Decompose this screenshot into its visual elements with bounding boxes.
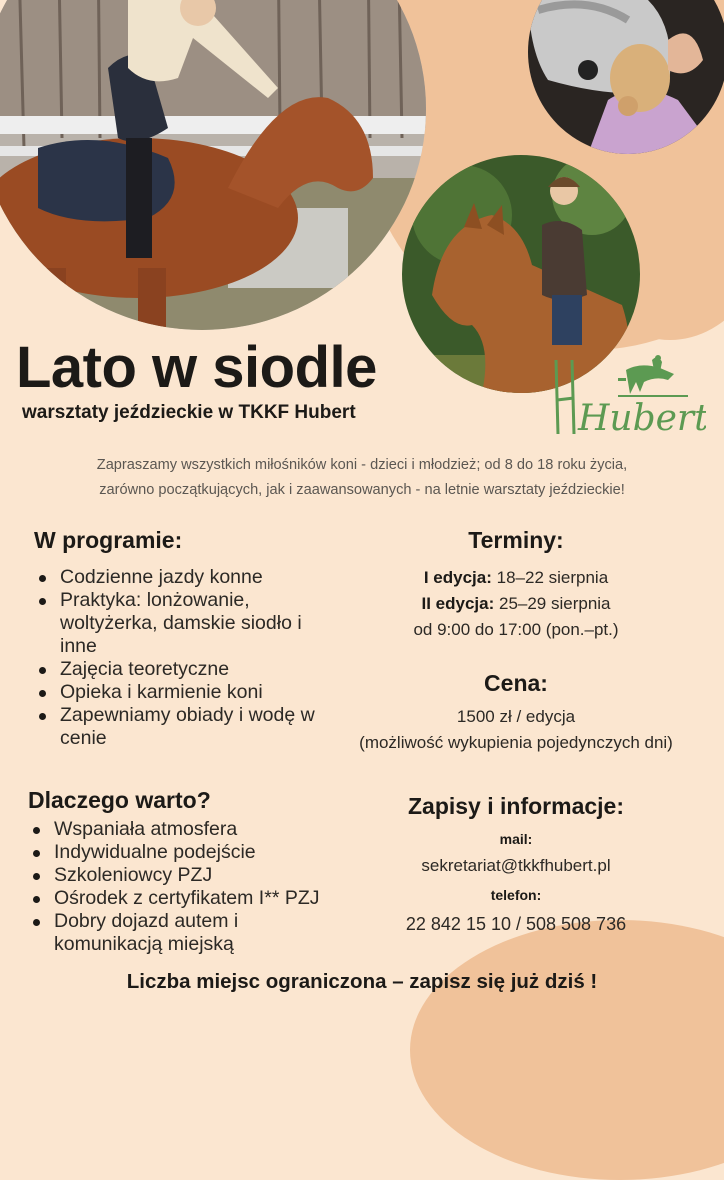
price-note: (możliwość wykupienia pojedynczych dni) — [359, 733, 673, 752]
footer-call-to-action: Liczba miejsc ograniczona – zapisz się już dziś ! — [126, 970, 598, 993]
price-block — [316, 704, 716, 756]
mail-link[interactable]: sekretariat@tkkfhubert.pl — [421, 856, 611, 875]
why-title: Dlaczego warto? — [28, 787, 211, 813]
mail-label: mail: — [499, 831, 533, 847]
list-item: Wspaniała atmosfera — [30, 818, 330, 841]
price-amount: 1500 zł / edycja — [456, 707, 576, 726]
phone-label: telefon: — [490, 887, 542, 903]
list-item: Codzienne jazdy konne — [36, 566, 316, 589]
price-title: Cena: — [484, 670, 548, 696]
page-title: Lato w siodle — [16, 335, 377, 400]
list-item: Indywidualne podejście — [30, 841, 330, 864]
list-item: Szkoleniowcy PZJ — [30, 864, 330, 887]
page-subtitle: warsztaty jeździeckie w TKKF Hubert — [22, 402, 356, 423]
photo-rider-on-horse — [0, 0, 426, 330]
intro-line-1: Zapraszamy wszystkich miłośników koni - dzieci i młodzież; od 8 do 18 roku życia, — [96, 457, 628, 473]
terms-block — [330, 565, 702, 643]
edition-2-label: II edycja: — [421, 594, 495, 613]
phone-link[interactable]: 22 842 15 10 / 508 508 736 — [405, 914, 627, 934]
edition-1-dates: 18–22 sierpnia — [496, 568, 609, 587]
intro-text — [10, 453, 714, 503]
intro-line-2: zarówno początkujących, jak i zaawansowanych - na letnie warsztaty jeździeckie! — [99, 482, 625, 498]
terms-title: Terminy: — [468, 527, 564, 553]
edition-1-label: I edycja: — [423, 568, 492, 587]
logo-text: Hubert — [578, 398, 706, 438]
program-list — [36, 566, 316, 750]
edition-2-dates: 25–29 sierpnia — [498, 594, 611, 613]
list-item: Praktyka: lonżowanie, woltyżerka, damskie siodło i inne — [36, 589, 316, 658]
list-item: Ośrodek z certyfikatem I** PZJ — [30, 887, 330, 910]
list-item: Zapewniamy obiady i wodę w cenie — [36, 704, 316, 750]
bg-blob-bottom — [410, 920, 724, 1180]
why-list — [30, 818, 330, 956]
program-title: W programie: — [34, 527, 183, 553]
contact-title: Zapisy i informacje: — [407, 793, 624, 819]
contact-block — [330, 829, 702, 937]
list-item: Opieka i karmienie koni — [36, 681, 316, 704]
list-item: Zajęcia teoretyczne — [36, 658, 316, 681]
hubert-logo — [548, 352, 706, 438]
hours-text: od 9:00 do 17:00 (pon.–pt.) — [413, 620, 619, 639]
list-item: Dobry dojazd autem i komunikacją miejską — [30, 910, 330, 956]
